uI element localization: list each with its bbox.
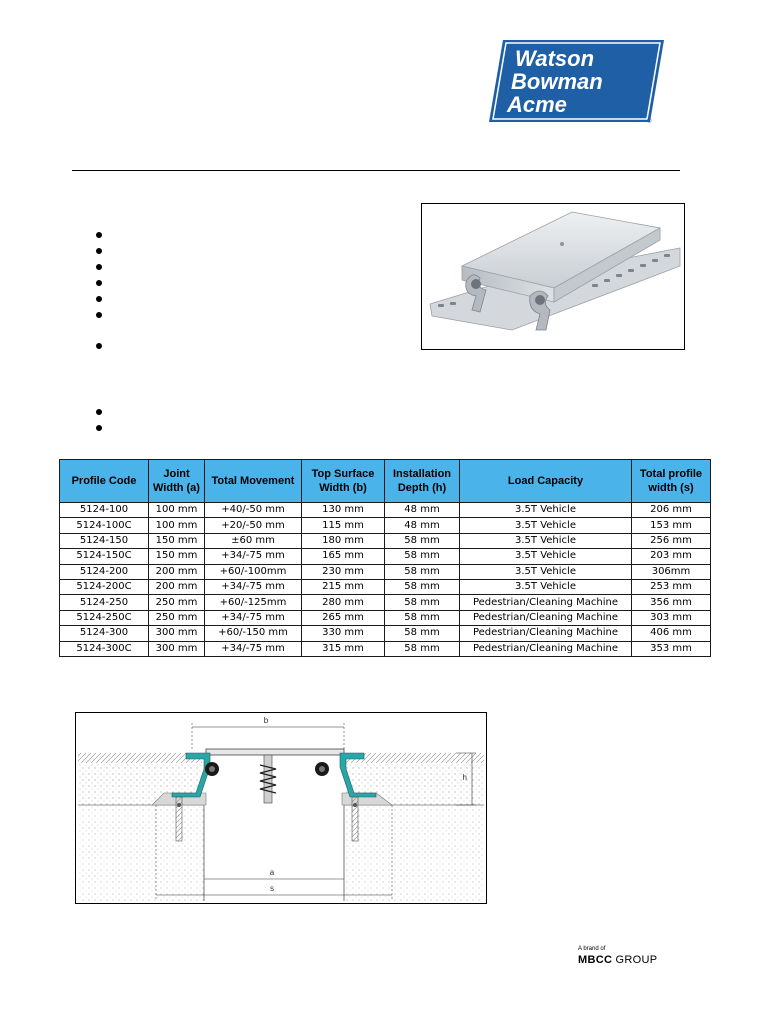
brand-name-rest: GROUP	[612, 954, 658, 966]
dimension-label-a: a	[269, 868, 275, 877]
table-cell: 203 mm	[632, 549, 711, 564]
table-cell: 180 mm	[302, 533, 385, 548]
table-cell: 3.5T Vehicle	[460, 533, 632, 548]
table-cell: 58 mm	[385, 610, 460, 625]
col-header: Joint Width (a)	[149, 460, 205, 503]
table-cell: 58 mm	[385, 595, 460, 610]
table-cell: 5124-300	[60, 626, 149, 641]
dimension-label-h: h	[462, 773, 467, 782]
dimension-label-b: b	[263, 716, 269, 725]
col-header: Profile Code	[60, 460, 149, 503]
bullet-dot	[96, 232, 102, 238]
col-header: Total profile width (s)	[632, 460, 711, 503]
table-cell: 280 mm	[302, 595, 385, 610]
table-row	[60, 579, 711, 594]
cross-section-drawing	[75, 712, 487, 904]
table-cell: +34/-75 mm	[205, 579, 302, 594]
bullet-dot	[96, 248, 102, 254]
brand-name-bold: MBCC	[578, 954, 613, 966]
table-cell: 300 mm	[149, 626, 205, 641]
brand-prefix: A brand of	[578, 946, 606, 952]
table-cell: 315 mm	[302, 641, 385, 656]
table-cell: 265 mm	[302, 610, 385, 625]
table-row	[60, 518, 711, 533]
table-cell: 58 mm	[385, 641, 460, 656]
table-row	[60, 503, 711, 518]
table-cell: 130 mm	[302, 503, 385, 518]
table-cell: 406 mm	[632, 626, 711, 641]
logo-line-2: Bowman	[511, 69, 603, 94]
table-cell: 3.5T Vehicle	[460, 564, 632, 579]
table-cell: 5124-300C	[60, 641, 149, 656]
table-row	[60, 641, 711, 656]
mbcc-brand-mark	[578, 946, 668, 970]
table-cell: 300 mm	[149, 641, 205, 656]
table-row	[60, 533, 711, 548]
table-cell: +20/-50 mm	[205, 518, 302, 533]
table-cell: Pedestrian/Cleaning Machine	[460, 610, 632, 625]
table-cell: 5124-150	[60, 533, 149, 548]
table-cell: +34/-75 mm	[205, 610, 302, 625]
table-cell: 250 mm	[149, 595, 205, 610]
table-cell: Pedestrian/Cleaning Machine	[460, 595, 632, 610]
table-row	[60, 549, 711, 564]
table-cell: Pedestrian/Cleaning Machine	[460, 626, 632, 641]
table-cell: 100 mm	[149, 503, 205, 518]
table-cell: 200 mm	[149, 564, 205, 579]
dimension-label-s: s	[270, 884, 274, 893]
table-row	[60, 626, 711, 641]
table-cell: 150 mm	[149, 549, 205, 564]
table-cell: 5124-200C	[60, 579, 149, 594]
col-header: Installation Depth (h)	[385, 460, 460, 503]
table-cell: 153 mm	[632, 518, 711, 533]
brand-name	[578, 954, 657, 966]
table-cell: 330 mm	[302, 626, 385, 641]
table-cell: Pedestrian/Cleaning Machine	[460, 641, 632, 656]
table-cell: 165 mm	[302, 549, 385, 564]
table-cell: 5124-200	[60, 564, 149, 579]
logo-line-1: Watson	[515, 46, 595, 71]
bullet-dot	[96, 264, 102, 270]
table-cell: 353 mm	[632, 641, 711, 656]
table-cell: 58 mm	[385, 579, 460, 594]
table-cell: 256 mm	[632, 533, 711, 548]
table-cell: +60/-100mm	[205, 564, 302, 579]
table-cell: 3.5T Vehicle	[460, 579, 632, 594]
header-divider	[72, 170, 680, 171]
table-cell: 58 mm	[385, 549, 460, 564]
table-cell: 5124-250C	[60, 610, 149, 625]
product-photo	[421, 203, 685, 350]
table-cell: 5124-250	[60, 595, 149, 610]
table-cell: 5124-100C	[60, 518, 149, 533]
bullet-dot	[96, 409, 102, 415]
table-cell: 200 mm	[149, 579, 205, 594]
bullet-dot	[96, 343, 102, 349]
table-cell: 3.5T Vehicle	[460, 549, 632, 564]
logo-line-3: Acme	[507, 92, 567, 117]
table-cell: 303 mm	[632, 610, 711, 625]
table-cell: +60/-125mm	[205, 595, 302, 610]
table-cell: 306mm	[632, 564, 711, 579]
table-row	[60, 564, 711, 579]
table-cell: +40/-50 mm	[205, 503, 302, 518]
bullet-dot	[96, 296, 102, 302]
col-header: Top Surface Width (b)	[302, 460, 385, 503]
table-cell: 3.5T Vehicle	[460, 503, 632, 518]
specification-table	[59, 459, 711, 657]
table-cell: 48 mm	[385, 518, 460, 533]
table-cell: 5124-100	[60, 503, 149, 518]
col-header: Load Capacity	[460, 460, 632, 503]
table-cell: 58 mm	[385, 533, 460, 548]
table-cell: ±60 mm	[205, 533, 302, 548]
table-header-row	[60, 460, 711, 503]
table-cell: 48 mm	[385, 503, 460, 518]
table-cell: +34/-75 mm	[205, 641, 302, 656]
table-row	[60, 610, 711, 625]
table-cell: 150 mm	[149, 533, 205, 548]
table-cell: 115 mm	[302, 518, 385, 533]
watson-bowman-acme-logo	[489, 40, 664, 124]
col-header: Total Movement	[205, 460, 302, 503]
table-cell: 3.5T Vehicle	[460, 518, 632, 533]
bullet-dot	[96, 280, 102, 286]
table-cell: 250 mm	[149, 610, 205, 625]
table-cell: 58 mm	[385, 564, 460, 579]
table-cell: 58 mm	[385, 626, 460, 641]
table-cell: +34/-75 mm	[205, 549, 302, 564]
table-row	[60, 595, 711, 610]
table-cell: +60/-150 mm	[205, 626, 302, 641]
table-cell: 356 mm	[632, 595, 711, 610]
bullet-dot	[96, 312, 102, 318]
table-cell: 206 mm	[632, 503, 711, 518]
table-cell: 253 mm	[632, 579, 711, 594]
bullet-dot	[96, 425, 102, 431]
table-cell: 5124-150C	[60, 549, 149, 564]
table-cell: 230 mm	[302, 564, 385, 579]
registered-mark: ®	[647, 119, 652, 124]
table-cell: 215 mm	[302, 579, 385, 594]
table-cell: 100 mm	[149, 518, 205, 533]
